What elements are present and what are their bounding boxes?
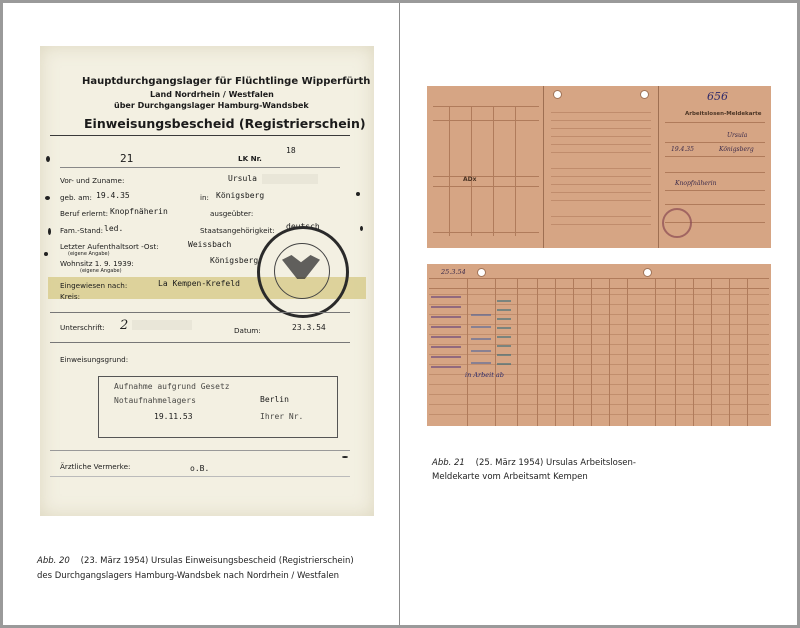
caption-left-line1: Abb. 20 (23. März 1954) Ursulas Einweisungsbescheid (Registrierschein) xyxy=(37,556,354,566)
doc-header-line1: Hauptdurchgangslager für Flüchtlinge Wipperfürth xyxy=(82,76,371,87)
citizenship-label: Staatsangehörigkeit: xyxy=(200,226,275,235)
lk-value: 18 xyxy=(286,146,296,155)
ink-speck xyxy=(342,456,348,458)
card2-note: in Arbeit ab xyxy=(465,371,504,379)
card1-ados: ADx xyxy=(463,176,477,183)
last-residence-label: Letzter Aufenthaltsort -Ost: xyxy=(60,242,159,251)
punch-hole xyxy=(640,90,649,99)
occupation-label: Beruf erlernt: xyxy=(60,209,109,218)
birth-date: 19.4.35 xyxy=(96,191,130,200)
residence-1939-label: Wohnsitz 1. 9. 1939: xyxy=(60,259,134,268)
card1-number: 656 xyxy=(707,90,728,103)
doc-header-line2: Land Nordrhein / Westfalen xyxy=(150,90,274,99)
signature-mark: 2 xyxy=(120,318,129,333)
box-line2: Notaufnahmelagers xyxy=(114,396,196,405)
card1-birth: 19.4.35 xyxy=(671,146,694,153)
doc-number: 21 xyxy=(120,152,134,165)
signature-label: Unterschrift: xyxy=(60,323,105,332)
box-line3-ref: Ihrer Nr. xyxy=(260,412,304,421)
punch-hole xyxy=(477,268,486,277)
ink-speck xyxy=(356,192,360,196)
box-line2-city: Berlin xyxy=(260,395,289,404)
official-stamp xyxy=(257,226,349,318)
date-label: Datum: xyxy=(234,326,261,335)
occupation-practiced-label: ausgeübter: xyxy=(210,209,254,218)
card1-place: Königsberg xyxy=(719,146,754,153)
name-label: Vor- und Zuname: xyxy=(60,176,125,185)
punch-hole xyxy=(643,268,652,277)
caption-left-label: Abb. 20 xyxy=(37,556,70,566)
box-line3-date: 19.11.53 xyxy=(154,412,193,421)
unemployment-card-back xyxy=(427,264,771,426)
ink-speck xyxy=(44,252,48,256)
caption-left-line2: des Durchgangslagers Hamburg-Wandsbek nach Nordrhein / Westfalen xyxy=(37,571,340,581)
redacted-surname xyxy=(262,174,318,184)
registration-document xyxy=(40,46,374,516)
birth-in-label: in: xyxy=(200,193,209,202)
medical-label: Ärztliche Vermerke: xyxy=(60,462,131,471)
handwritten-entries xyxy=(471,314,491,370)
lk-label: LK Nr. xyxy=(238,154,262,163)
citizenship-value: deutsch xyxy=(286,222,320,231)
assigned-label: Eingewiesen nach: xyxy=(60,281,128,290)
ink-speck xyxy=(48,228,51,235)
box-line1: Aufnahme aufgrund Gesetz xyxy=(114,382,230,391)
ink-speck xyxy=(46,156,50,162)
ink-speck xyxy=(45,196,50,200)
card1-title: Arbeitslosen-Meldekarte xyxy=(685,111,762,117)
punch-hole xyxy=(553,90,562,99)
card-stamp xyxy=(662,208,692,238)
medical-value: o.B. xyxy=(190,464,210,473)
name-value: Ursula xyxy=(228,174,257,183)
status-value: led. xyxy=(104,224,124,233)
handwritten-entries xyxy=(431,296,461,368)
redacted-signature xyxy=(132,320,192,330)
card1-name: Ursula xyxy=(727,132,748,139)
kreis-label: Kreis: xyxy=(60,292,81,301)
own-info-note-1: (eigene Angabe) xyxy=(68,251,110,257)
date-value: 23.3.54 xyxy=(292,323,326,332)
caption-right-label: Abb. 21 xyxy=(432,458,465,468)
last-residence-value: Weissbach xyxy=(188,240,232,249)
card1-job: Knopfnäherin xyxy=(675,180,717,187)
occupation-value: Knopfnäherin xyxy=(110,207,168,216)
assigned-value: La Kempen-Krefeld xyxy=(158,279,240,288)
card2-date: 25.3.54 xyxy=(441,268,466,276)
handwritten-entries xyxy=(497,300,511,370)
title-rule xyxy=(50,135,350,136)
doc-header-line3: über Durchgangslager Hamburg-Wandsbek xyxy=(114,101,309,110)
doc-title: Einweisungsbescheid (Registrierschein) xyxy=(84,116,366,131)
caption-right-line1: Abb. 21 (25. März 1954) Ursulas Arbeitslosen- xyxy=(432,458,636,468)
own-info-note-2: (eigene Angabe) xyxy=(80,268,122,274)
status-label: Fam.-Stand: xyxy=(60,226,104,235)
birth-label: geb. am: xyxy=(60,193,92,202)
residence-1939-value: Königsberg xyxy=(210,256,259,265)
birth-place: Königsberg xyxy=(216,191,265,200)
ink-speck xyxy=(360,226,363,231)
page-gutter xyxy=(399,3,400,625)
unemployment-card-front xyxy=(427,86,771,248)
caption-right-line2: Meldekarte vom Arbeitsamt Kempen xyxy=(432,472,588,482)
reason-label: Einweisungsgrund: xyxy=(60,355,129,364)
